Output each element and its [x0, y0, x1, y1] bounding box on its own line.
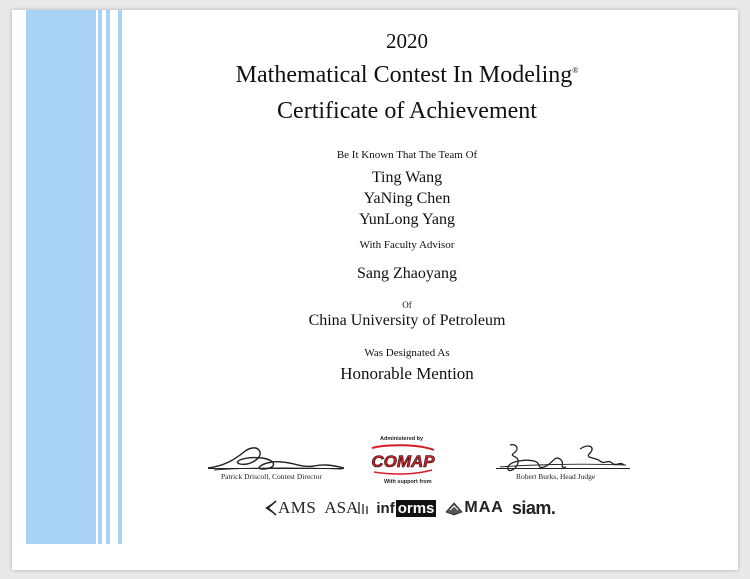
award-title: Honorable Mention [340, 364, 474, 383]
asa-logo [324, 498, 368, 518]
informs-logo-text: inf [376, 499, 395, 517]
decorative-stripe-thin [118, 10, 122, 544]
team-member-name: YunLong Yang [358, 211, 455, 228]
maa-logo [444, 499, 503, 517]
siam-logo [512, 498, 556, 519]
decorative-stripe-wide [26, 10, 96, 544]
head-judge-caption: Robert Burks, Head Judge [516, 472, 596, 481]
informs-logo [376, 500, 436, 517]
sponsor-logos [264, 494, 563, 522]
ams-emblem-icon [264, 499, 278, 517]
designation-label: Was Designated As [364, 347, 450, 359]
certificate-page [12, 10, 738, 570]
team-member-name: YaNing Chen [363, 190, 451, 207]
signature-line [496, 468, 630, 469]
ams-logo-text: AMS [278, 498, 317, 517]
siam-logo-text: siam. [511, 497, 556, 518]
contest-title: Mathematical Contest In Modeling® [235, 62, 579, 88]
director-caption: Patrick Driscoll, Contest Director [221, 472, 322, 481]
maa-logo-text: MAA [464, 499, 504, 516]
informs-logo-box: orms [397, 499, 435, 517]
comap-logo [368, 442, 438, 476]
intro-text: Be It Known That The Team Of [336, 149, 478, 161]
registered-mark: ® [572, 66, 579, 75]
maa-emblem-icon [444, 500, 464, 516]
decorative-stripe-thin [98, 10, 102, 544]
advisor-label: With Faculty Advisor [359, 239, 455, 251]
certificate-subtitle: Certificate of Achievement [277, 98, 537, 124]
support-from-label: With support from [384, 479, 432, 485]
advisor-name: Sang Zhaoyang [357, 265, 457, 282]
team-member-name: Ting Wang [371, 169, 443, 186]
certificate-year: 2020 [386, 29, 428, 53]
of-label: Of [402, 300, 412, 310]
institution-name: China University of Petroleum [308, 312, 506, 329]
asa-emblem-icon [358, 500, 368, 516]
ams-logo [264, 498, 316, 518]
comap-logo-text: COMAP [371, 452, 435, 471]
signature-line [208, 468, 344, 469]
director-signature [204, 438, 346, 476]
decorative-stripe-thin [106, 10, 110, 544]
asa-logo-text: ASA [324, 498, 359, 517]
administered-by-label: Administered by [380, 436, 424, 442]
